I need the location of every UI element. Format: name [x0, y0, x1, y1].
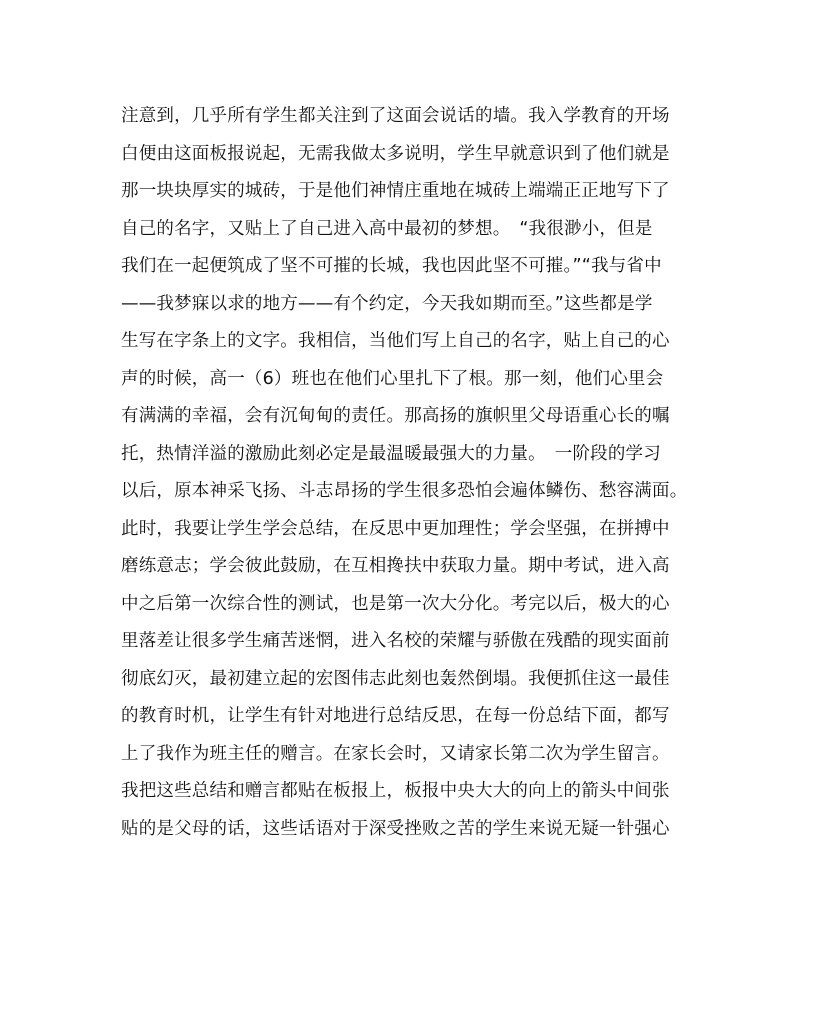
text-line: 我们在一起便筑成了坚不可摧的长城，我也因此坚不可摧。”“我与省中 — [121, 256, 662, 276]
text-line: 有满满的幸福，会有沉甸甸的责任。那高扬的旗帜里父母语重心长的嘱 — [121, 406, 670, 426]
text-line: 自己的名字，又贴上了自己进入高中最初的梦想。 “我很渺小，但是 — [121, 218, 653, 239]
text-line: 我把这些总结和赠言都贴在板报上，板报中央大大的向上的箭头中间张 — [121, 781, 670, 801]
text-line: 注意到，几乎所有学生都关注到了这面会说话的墙。我入学教育的开场 — [121, 106, 670, 126]
text-line: 白便由这面板报说起，无需我做太多说明，学生早就意识到了他们就是 — [121, 143, 670, 164]
text-line: 里落差让很多学生痛苦迷惘，进入名校的荣耀与骄傲在残酷的现实面前 — [121, 631, 670, 651]
body-text — [121, 98, 699, 848]
text-line: 中之后第一次综合性的测试，也是第一次大分化。考完以后，极大的心 — [121, 593, 670, 614]
text-line: 托，热情洋溢的激励此刻必定是最温暖最强大的力量。 一阶段的学习 — [121, 443, 661, 464]
text-line: 磨练意志；学会彼此鼓励，在互相搀扶中获取力量。期中考试，进入高 — [121, 556, 670, 576]
text-line: ——我梦寐以求的地方——有个约定，今天我如期而至。”这些都是学 — [121, 293, 653, 314]
text-line: 的教育时机，让学生有针对地进行总结反思，在每一份总结下面，都写 — [121, 706, 670, 726]
text-line: 那一块块厚实的城砖，于是他们神情庄重地在城砖上端端正正地写下了 — [121, 181, 670, 201]
text-line: 上了我作为班主任的赠言。在家长会时，又请家长第二次为学生留言。 — [121, 743, 670, 764]
text-line: 以后，原本神采飞扬、斗志昂扬的学生很多恐怕会遍体鳞伤、愁容满面。 — [121, 481, 688, 501]
text-line: 贴的是父母的话，这些话语对于深受挫败之苦的学生来说无疑一针强心 — [121, 818, 670, 839]
text-line: 彻底幻灭，最初建立起的宏图伟志此刻也轰然倒塌。我便抓住这一最佳 — [121, 668, 670, 689]
text-line: 生写在字条上的文字。我相信，当他们写上自己的名字，贴上自己的心 — [121, 331, 670, 351]
text-line: 声的时候，高一（6）班也在他们心里扎下了根。那一刻，他们心里会 — [121, 368, 664, 389]
text-line: 此时，我要让学生学会总结，在反思中更加理性；学会坚强，在拼搏中 — [121, 518, 670, 539]
